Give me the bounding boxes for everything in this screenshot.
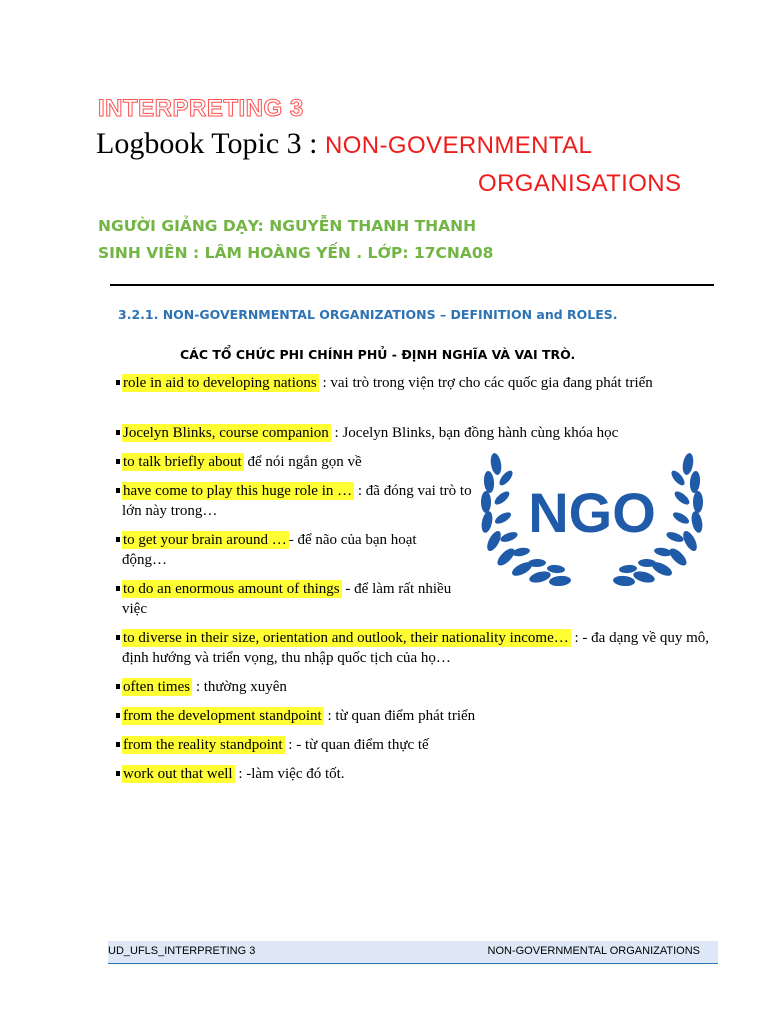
title-prefix: Logbook Topic 3 :	[96, 127, 325, 160]
vocab-item	[116, 373, 732, 393]
vocab-separator: :	[323, 708, 336, 724]
page-footer	[108, 941, 718, 964]
vocab-item	[116, 452, 472, 472]
vocab-term: have come to play this huge role in …	[123, 483, 353, 499]
title-topic-part1: NON-GOVERNMENTAL	[325, 132, 593, 159]
vocab-term: to get your brain around …	[123, 532, 287, 548]
document-title	[96, 126, 592, 164]
student-line: SINH VIÊN : LÂM HOÀNG YẾN . LỚP: 17CNA08	[98, 244, 494, 262]
vocab-item	[116, 706, 722, 726]
bullet-icon	[116, 742, 120, 747]
vocab-meaning: để não của bạn hoạt động…	[122, 532, 417, 568]
vocab-meaning: đã đóng vai trò to lớn này trong…	[122, 483, 472, 519]
vocab-term: to talk briefly about	[123, 454, 242, 470]
vocab-meaning: đa dạng về quy mô, định hướng và triển vọng, thu nhập quốc tịch của họ…	[122, 630, 710, 666]
vocab-item	[116, 423, 732, 443]
divider	[110, 284, 714, 286]
vocab-separator: -	[341, 581, 355, 597]
footer-right-text: NON-GOVERNMENTAL ORGANIZATIONS	[487, 945, 700, 957]
vocab-item	[116, 735, 722, 755]
vocab-meaning: từ quan điểm phát triển	[335, 708, 476, 724]
vocab-item	[116, 764, 722, 784]
vocab-term: from the development standpoint	[123, 708, 322, 724]
vocab-item	[116, 530, 462, 570]
vocab-separator: :	[354, 483, 366, 499]
title-topic-part2: ORGANISATIONS	[478, 170, 682, 197]
vocab-separator: : -	[570, 630, 592, 646]
bullet-icon	[116, 713, 120, 718]
vocab-term: work out that well	[123, 766, 233, 782]
vocab-term: from the reality standpoint	[123, 737, 283, 753]
ngo-logo-text: NGO	[528, 481, 656, 544]
footer-left-text: UD_UFLS_INTERPRETING 3	[108, 945, 256, 957]
vocab-item	[116, 628, 722, 668]
vocab-separator: :	[330, 425, 343, 441]
bullet-icon	[116, 635, 120, 640]
vocab-meaning: để làm rất nhiều việc	[122, 581, 452, 617]
bullet-icon	[116, 771, 120, 776]
vocab-term: to do an enormous amount of things	[123, 581, 340, 597]
ngo-logo-icon	[476, 446, 708, 586]
vocab-separator: -	[288, 532, 298, 548]
vocab-separator: : -	[284, 737, 305, 753]
bullet-icon	[116, 537, 120, 542]
vocab-term: Jocelyn Blinks, course companion	[123, 425, 329, 441]
vocab-term: often times	[123, 679, 191, 695]
vocab-separator: :	[318, 375, 331, 391]
lecturer-line: NGƯỜI GIẢNG DẠY: NGUYỄN THANH THANH	[98, 217, 477, 235]
bullet-icon	[116, 586, 120, 591]
bullet-icon	[116, 684, 120, 689]
vocab-separator: :	[234, 766, 247, 782]
vocab-item	[116, 677, 722, 697]
vocab-meaning: Jocelyn Blinks, bạn đồng hành cùng khóa học	[342, 425, 619, 441]
vietnamese-heading: CÁC TỔ CHỨC PHI CHÍNH PHỦ - ĐỊNH NGHĨA VÀ VAI TRÒ.	[180, 347, 576, 362]
vocab-meaning: để nói ngắn gọn về	[247, 454, 362, 470]
bullet-icon	[116, 380, 120, 385]
section-heading: 3.2.1. NON-GOVERNMENTAL ORGANIZATIONS – DEFINITION and ROLES.	[118, 307, 618, 322]
vocab-item	[116, 579, 472, 619]
vocab-meaning: thường xuyên	[203, 679, 287, 695]
bullet-icon	[116, 430, 120, 435]
vocab-meaning: vai trò trong viện trợ cho các quốc gia đang phát triển	[330, 375, 653, 391]
vocab-separator: :	[192, 679, 204, 695]
bullet-icon	[116, 488, 120, 493]
vocab-item	[116, 481, 472, 521]
bullet-icon	[116, 459, 120, 464]
vocab-meaning: từ quan điểm thực tế	[304, 737, 429, 753]
course-heading: INTERPRETING 3	[98, 95, 304, 122]
vocab-term: role in aid to developing nations	[123, 375, 317, 391]
vocab-term: to diverse in their size, orientation and outlook, their nationality income…	[123, 630, 569, 646]
vocab-meaning: -làm việc đó tốt.	[246, 766, 345, 782]
